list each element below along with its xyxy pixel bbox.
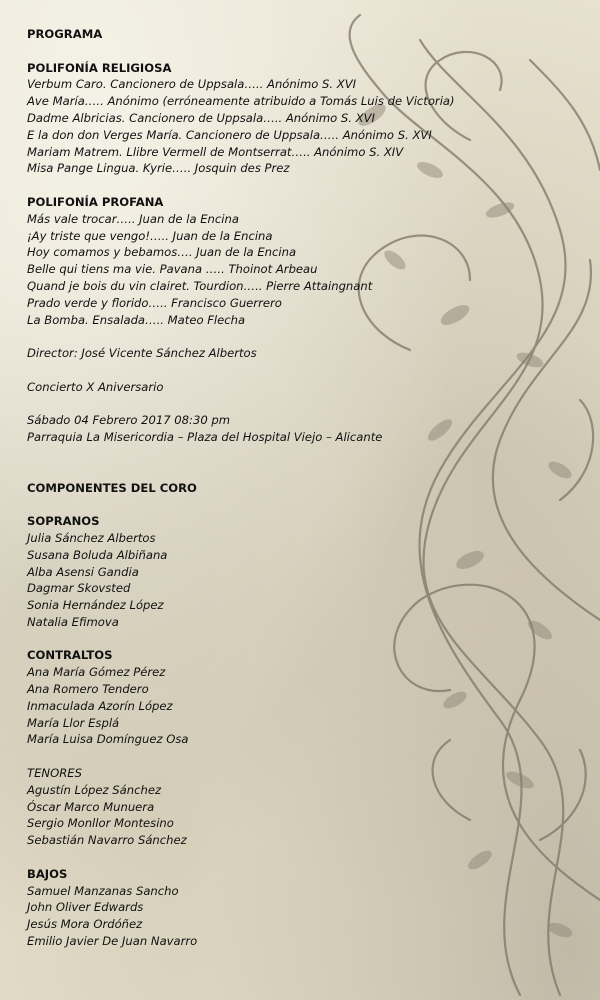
soprano-member: Alba Asensi Gandia bbox=[27, 564, 139, 579]
religiosa-item: Dadme Albricias. Cancionero de Uppsala….. Anónimo S. XVI bbox=[27, 110, 375, 125]
profana-item: La Bomba. Ensalada….. Mateo Flecha bbox=[27, 312, 246, 327]
sopranos-heading: SOPRANOS bbox=[27, 514, 100, 529]
tenores-heading: TENORES bbox=[27, 766, 82, 781]
profana-item: ¡Ay triste que vengo!….. Juan de la Encina bbox=[27, 228, 273, 243]
bajos-heading: BAJOS bbox=[27, 866, 68, 881]
contralto-member: Ana María Gómez Pérez bbox=[27, 665, 166, 680]
bajo-member: John Oliver Edwards bbox=[27, 900, 144, 915]
profana-heading: POLIFONÍA PROFANA bbox=[27, 194, 164, 209]
contralto-member: Ana Romero Tendero bbox=[27, 682, 149, 697]
contralto-member: Inmaculada Azorín López bbox=[27, 698, 173, 713]
tenor-member: Agustín López Sánchez bbox=[27, 782, 162, 797]
religiosa-item: Ave María….. Anónimo (erróneamente atribuido a Tomás Luis de Victoria) bbox=[27, 94, 455, 109]
tenor-member: Sergio Monllor Montesino bbox=[27, 816, 174, 831]
soprano-member: Susana Boluda Albiñana bbox=[27, 547, 168, 562]
soprano-member: Dagmar Skovsted bbox=[27, 581, 131, 596]
program-title: PROGRAMA bbox=[27, 27, 103, 41]
profana-item: Quand je bois du vin clairet. Tourdion….. Pierre Attaingnant bbox=[27, 278, 373, 293]
concert-date: Sábado 04 Febrero 2017 08:30 pm bbox=[27, 413, 231, 428]
contraltos-heading: CONTRALTOS bbox=[27, 648, 113, 663]
bajo-member: Jesús Mora Ordóñez bbox=[27, 917, 143, 932]
choir-members-title: COMPONENTES DEL CORO bbox=[27, 480, 197, 495]
soprano-member: Sonia Hernández López bbox=[27, 598, 164, 613]
bajo-member: Samuel Manzanas Sancho bbox=[27, 883, 179, 898]
religiosa-item: Mariam Matrem. Llibre Vermell de Montserrat….. Anónimo S. XIV bbox=[27, 144, 404, 159]
director-line: Director: José Vicente Sánchez Albertos bbox=[27, 346, 257, 361]
soprano-member: Natalia Efimova bbox=[27, 614, 119, 629]
religiosa-item: Misa Pange Lingua. Kyrie….. Josquin des Prez bbox=[27, 161, 290, 176]
tenor-member: Óscar Marco Munuera bbox=[27, 799, 155, 814]
program-content bbox=[27, 26, 547, 950]
religiosa-heading: POLIFONÍA RELIGIOSA bbox=[27, 60, 172, 75]
soprano-member: Julia Sánchez Albertos bbox=[27, 530, 156, 545]
profana-item: Belle qui tiens ma vie. Pavana ….. Thoinot Arbeau bbox=[27, 262, 318, 277]
contralto-member: María Llor Esplá bbox=[27, 715, 120, 730]
contralto-member: María Luisa Domínguez Osa bbox=[27, 732, 189, 747]
religiosa-item: E la don don Verges María. Cancionero de Uppsala….. Anónimo S. XVI bbox=[27, 127, 432, 142]
profana-item: Prado verde y florido….. Francisco Guerrero bbox=[27, 295, 282, 310]
bajo-member: Emilio Javier De Juan Navarro bbox=[27, 934, 198, 949]
concert-venue: Parraquia La Misericordia – Plaza del Hospital Viejo – Alicante bbox=[27, 430, 383, 445]
religiosa-item: Verbum Caro. Cancionero de Uppsala….. Anónimo S. XVI bbox=[27, 77, 357, 92]
profana-item: Más vale trocar….. Juan de la Encina bbox=[27, 211, 239, 226]
tenor-member: Sebastián Navarro Sánchez bbox=[27, 833, 187, 848]
profana-item: Hoy comamos y bebamos…. Juan de la Encina bbox=[27, 245, 297, 260]
concert-title: Concierto X Aniversario bbox=[27, 379, 164, 394]
